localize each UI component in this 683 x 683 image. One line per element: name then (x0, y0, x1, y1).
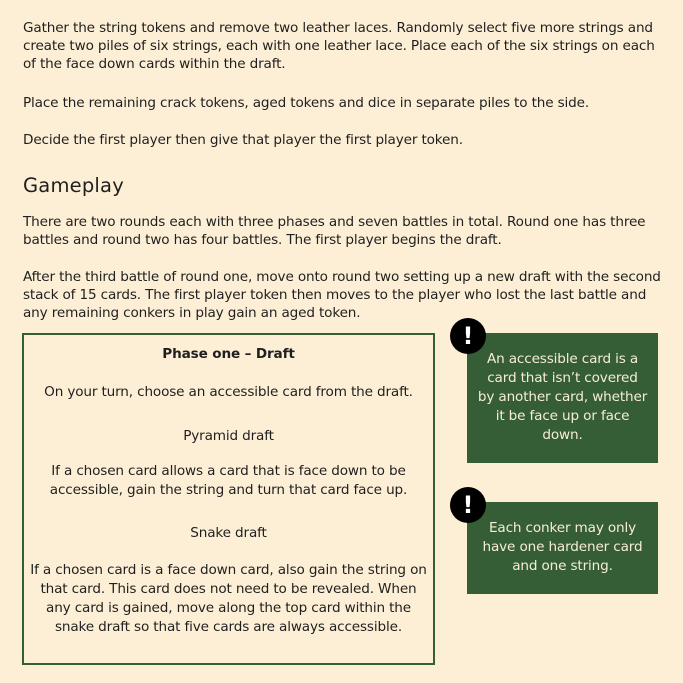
exclamation-icon: ! (450, 487, 486, 523)
pyramid-draft-text: If a chosen card allows a card that is face down to be accessible, gain the string and turn that card face up. (49, 463, 408, 498)
setup-paragraph-tokens: Place the remaining crack tokens, aged tokens and dice in separate piles to the side. (23, 95, 590, 111)
setup-paragraph-first-player: Decide the first player then give that player the first player token. (23, 132, 463, 148)
gameplay-paragraph-rounds: There are two rounds each with three phases and seven battles in total. Round one has three battles and round two has four battles. The first player begins the draft. (23, 214, 646, 248)
exclamation-icon: ! (450, 318, 486, 354)
gameplay-heading: Gameplay (23, 174, 124, 197)
gameplay-paragraph-round-two: After the third battle of round one, move onto round two setting up a new draft with the second stack of 15 cards. The first player token then moves to the player who lost the last battle and any remaining conkers in play gain an aged token. (23, 269, 661, 321)
pyramid-draft-title: Pyramid draft (183, 428, 274, 444)
phase-one-title: Phase one – Draft (162, 346, 295, 362)
snake-draft-title: Snake draft (190, 525, 267, 541)
note-accessible-card (467, 333, 658, 463)
phase-one-intro: On your turn, choose an accessible card from the draft. (44, 384, 413, 400)
note-accessible-card-text: An accessible card is a card that isn’t covered by another card, whether it be face up or face down. (477, 351, 648, 443)
snake-draft-text: If a chosen card is a face down card, also gain the string on that card. This card does not need to be revealed. When any card is gained, move along the top card within the snake draft so that five cards are always accessible. (30, 562, 427, 635)
note-conker-limit-text: Each conker may only have one hardener card and one string. (482, 520, 643, 574)
phase-one-box (22, 333, 435, 665)
setup-paragraph-strings: Gather the string tokens and remove two leather laces. Randomly select five more strings and create two piles of six strings, each with one leather lace. Place each of the six strings on each of the face down cards within the draft. (23, 20, 655, 72)
note-conker-limit (467, 502, 658, 594)
